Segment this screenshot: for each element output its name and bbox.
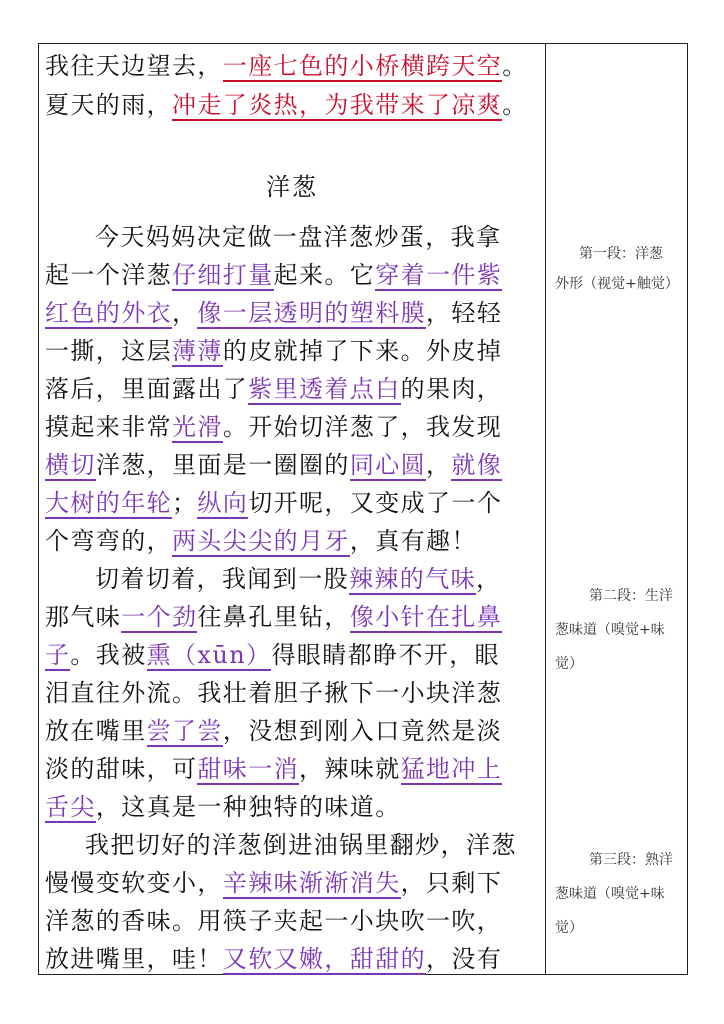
p2-line-3	[45, 638, 500, 672]
p2-line-7	[45, 790, 401, 824]
text: 切开呢，又变成了一个	[248, 489, 503, 517]
p1-line-3	[45, 296, 502, 330]
text: 。开始切洋葱了，我发现	[222, 413, 503, 441]
highlight-purple: 舌尖	[45, 793, 96, 821]
text: 的果肉，	[400, 375, 503, 403]
essay-title: 洋葱	[266, 173, 318, 201]
highlight-purple: 辛辣味渐渐消失	[222, 869, 401, 897]
p1-line-6	[45, 410, 502, 444]
intro-line-2	[45, 88, 528, 122]
highlight-purple: 大树的年轮	[45, 489, 172, 517]
text: 慢慢变软变小，	[45, 869, 223, 897]
highlight-red: 冲走了炎热，为我带来了凉爽	[172, 91, 503, 119]
note-line: 第一段：洋葱	[579, 246, 663, 262]
text: 我把切好的洋葱倒进油锅里翻炒，洋葱	[85, 831, 517, 859]
text: 摸起来非常	[45, 413, 172, 441]
highlight-purple: 子	[45, 641, 71, 669]
text: 起一个洋葱	[45, 261, 172, 289]
note-line: 葱味道（嗅觉+味	[555, 886, 665, 902]
highlight-purple: 一个劲	[121, 603, 198, 631]
p3-line-4	[45, 942, 502, 976]
text: ，没想到刚入口竟然是淡	[222, 717, 503, 745]
highlight-red: 一座七色的小桥横跨天空	[222, 52, 503, 80]
text: 落后，里面露出了	[45, 375, 249, 403]
text: 我往天边望去，	[45, 52, 223, 80]
note-paragraph-3	[549, 848, 685, 940]
text: ，	[426, 451, 452, 479]
p2-line-1	[95, 562, 501, 596]
p1-line-7	[45, 448, 502, 482]
p1-line-8	[45, 486, 502, 520]
p2-line-4	[45, 676, 502, 710]
note-line: 葱味道（嗅觉+味	[555, 622, 665, 638]
p1-line-5	[45, 372, 502, 406]
note-paragraph-2	[549, 584, 685, 676]
text: ，这真是一种独特的味道。	[95, 793, 401, 821]
highlight-purple: 熏（xūn）	[146, 641, 272, 669]
p1-line-9	[45, 524, 477, 558]
highlight-purple: 横切	[45, 451, 96, 479]
text: 的皮就掉了下来。外皮掉	[222, 337, 503, 365]
p2-line-6	[45, 752, 502, 786]
text: 泪直往外流。我壮着胆子揪下一小块洋葱	[45, 679, 503, 707]
p3-line-3	[45, 904, 502, 938]
text: ，没有	[426, 945, 503, 973]
text: 个弯弯的，	[45, 527, 172, 555]
highlight-purple: 像一层透明的塑料膜	[197, 299, 427, 327]
note-paragraph-1	[549, 242, 685, 296]
p2-line-5	[45, 714, 502, 748]
highlight-purple: 甜味一消	[197, 755, 300, 783]
column-divider	[545, 44, 546, 974]
text: ，轻轻	[426, 299, 503, 327]
highlight-purple: 纵向	[197, 489, 249, 517]
text: 得眼睛都睁不开，眼	[271, 641, 501, 669]
highlight-purple: 仔细打量	[172, 261, 274, 289]
text: ，只剩下	[400, 869, 503, 897]
text: 起来。它	[273, 261, 376, 289]
note-line: 外形（视觉+触觉）	[555, 276, 679, 292]
p3-line-1	[85, 828, 517, 862]
text: ，辣味就	[299, 755, 401, 783]
text: ，	[172, 299, 198, 327]
text: 。	[502, 52, 528, 80]
text: 切着切着，我闻到一股	[95, 565, 349, 593]
highlight-purple: 两头尖尖的月牙	[172, 527, 350, 555]
text: 一撕，这层	[45, 337, 172, 365]
text: 今天妈妈决定做一盘洋葱炒蛋，我拿	[95, 223, 502, 251]
p1-line-4	[45, 334, 502, 368]
text: 淡的甜味，可	[45, 755, 198, 783]
highlight-purple: 薄薄	[172, 337, 223, 365]
text: ；	[172, 489, 198, 517]
text: 夏天的雨，	[45, 91, 172, 119]
highlight-purple: 穿着一件紫	[375, 261, 503, 289]
text: 洋葱的香味。用筷子夹起一小块吹一吹，	[45, 907, 503, 935]
text: 洋葱，里面是一圈圈的	[95, 451, 350, 479]
text: 放在嘴里	[45, 717, 147, 745]
highlight-purple: 紫里透着点白	[248, 375, 401, 403]
highlight-purple: 像小针在扎鼻	[349, 603, 503, 631]
note-line: 觉）	[555, 920, 583, 936]
highlight-purple: 红色的外衣	[45, 299, 172, 327]
highlight-purple: 光滑	[172, 413, 223, 441]
highlight-purple: 尝了尝	[146, 717, 223, 745]
highlight-purple: 又软又嫩，甜甜的	[222, 945, 427, 973]
highlight-purple: 猛地冲上	[400, 755, 503, 783]
text: 往鼻孔里钻，	[197, 603, 350, 631]
text: 放进嘴里，哇！	[45, 945, 223, 973]
text: 那气味	[45, 603, 122, 631]
text: ，	[476, 565, 502, 593]
p2-line-2	[45, 600, 502, 634]
highlight-purple: 同心圆	[349, 451, 427, 479]
document-table	[38, 43, 688, 975]
note-line: 第二段：生洋	[589, 588, 673, 604]
p1-line-1	[95, 220, 501, 254]
p1-line-2	[45, 258, 502, 292]
text: 。我被	[70, 641, 147, 669]
highlight-purple: 就像	[451, 451, 503, 479]
note-line: 第三段：熟洋	[589, 852, 673, 868]
note-line: 觉）	[555, 656, 583, 672]
text: ，真有趣！	[349, 527, 477, 555]
text: 。	[502, 91, 528, 119]
p3-line-2	[45, 866, 502, 900]
highlight-purple: 辣辣的气味	[349, 565, 476, 593]
intro-line-1	[45, 49, 528, 83]
